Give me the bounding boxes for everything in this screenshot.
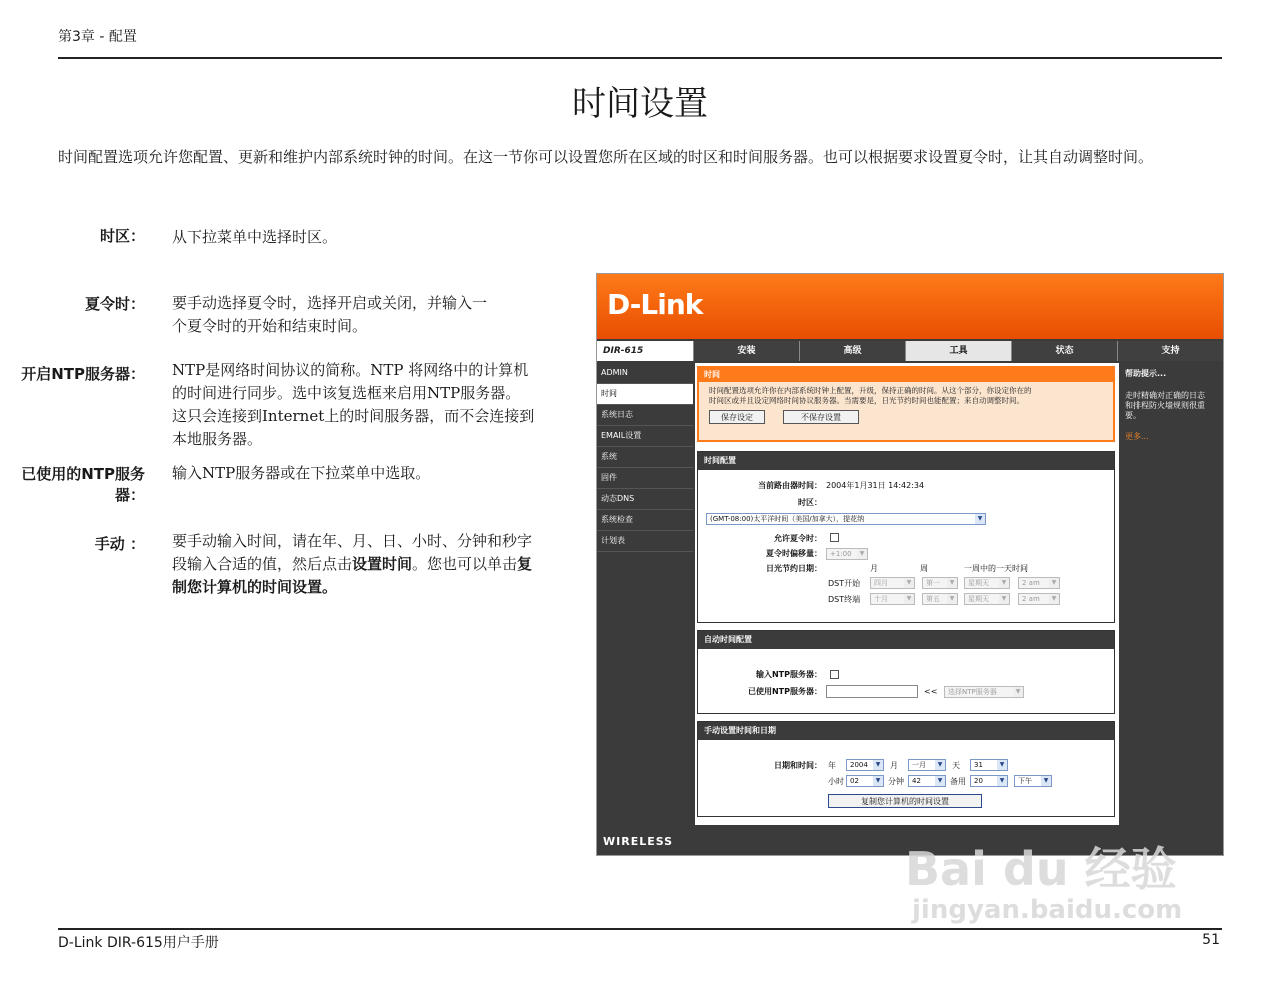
term-dst: 夏令时：	[84, 295, 145, 313]
chevron-down-icon: ▼	[857, 549, 867, 559]
minute-label: 分钟	[888, 777, 904, 786]
current-time-value: 2004年1月31日 14:42:34	[826, 481, 925, 490]
timezone-label: 时区：	[798, 498, 822, 507]
term-enable-ntp: 开启NTP服务器：	[21, 365, 145, 383]
dst-end-month[interactable]: 十月 ▼	[870, 593, 915, 605]
month-label: 月	[890, 761, 898, 770]
date-time-label: 日期和时间：	[774, 761, 822, 770]
hour-label: 小时	[828, 777, 844, 786]
day-label: 天	[952, 761, 960, 770]
manual-time-section	[697, 721, 1115, 817]
sidebar-item-time[interactable]: 时间	[597, 384, 693, 405]
time-intro-box	[697, 366, 1115, 442]
chevron-down-icon: ▼	[997, 760, 1007, 770]
ntp-enable-checkbox[interactable]	[830, 670, 839, 679]
dst-end-time[interactable]: 2 am ▼	[1018, 593, 1060, 605]
sidebar-item-syslog[interactable]: 系统日志	[597, 405, 693, 426]
footer-manual-title: D-Link DIR-615用户手册	[58, 935, 219, 951]
chevron-down-icon: ▼	[1049, 578, 1059, 588]
header-rule	[58, 57, 1222, 59]
dst-offset-select[interactable]: +1:00 ▼	[826, 548, 868, 560]
chevron-down-icon: ▼	[1013, 687, 1023, 697]
dst-end-week[interactable]: 第五 ▼	[922, 593, 958, 605]
footer-rule	[58, 928, 1222, 930]
col-week: 周	[920, 564, 928, 573]
dst-end-day[interactable]: 星期天 ▼	[964, 593, 1010, 605]
time-intro-title: 时间	[699, 368, 1113, 382]
time-intro-text: 时间配置选项允许你在内部系统时钟上配置，升级，保持正确的时间。从这个部分，你设定你在的 时间区或并且设定网络时间协议服务器。当需要是，日光节约时间也能配置；来自动调整时间。	[709, 386, 1032, 405]
desc-manual	[172, 530, 582, 599]
auto-time-title: 自动时间配置	[698, 631, 1114, 649]
router-screenshot	[596, 273, 1224, 856]
ntp-server-select[interactable]: 选择NTP服务器 ▼	[944, 686, 1024, 698]
help-panel	[1121, 363, 1223, 825]
dst-enable-checkbox[interactable]	[830, 533, 839, 542]
chevron-down-icon: ▼	[935, 776, 945, 786]
hour-select[interactable]: 02 ▼	[846, 775, 884, 787]
desc-manual-line2: 段输入合适的值，然后点击设置时间。您也可以单击复	[172, 555, 533, 573]
sidebar-item-firmware[interactable]: 固件	[597, 468, 693, 489]
chevron-down-icon: ▼	[935, 760, 945, 770]
ntp-used-label: 已使用NTP服务器：	[747, 687, 822, 696]
dont-save-button[interactable]: 不保存设置	[783, 410, 859, 424]
desc-ntp-used: 输入NTP服务器或在下拉菜单中选取。	[172, 464, 431, 482]
dst-start-week[interactable]: 第一 ▼	[922, 577, 958, 589]
manual-time-title: 手动设置时间和日期	[698, 722, 1114, 740]
ntp-server-input[interactable]	[826, 685, 918, 698]
wireless-footer: WIRELESS	[597, 829, 1223, 855]
help-title: 帮助提示...	[1125, 369, 1167, 378]
intro-paragraph: 时间配置选项允许您配置、更新和维护内部系统时钟的时间。在这一节你可以设置您所在区域的时区和时间服务器。也可以根据要求设置夏令时，让其自动调整时间。	[58, 148, 1154, 166]
chevron-down-icon: ▼	[997, 776, 1007, 786]
chapter-header: 第3章 - 配置	[58, 29, 137, 45]
baidu-watermark-url: jingyan.baidu.com	[912, 895, 1183, 925]
desc-ntp-line2: 的时间进行同步。选中该复选框来启用NTP服务器。	[172, 384, 521, 402]
chevron-down-icon: ▼	[947, 594, 957, 604]
page-number: 51	[1202, 932, 1220, 948]
chevron-down-icon: ▼	[999, 578, 1009, 588]
chevron-down-icon: ▼	[873, 776, 883, 786]
chevron-down-icon: ▼	[999, 594, 1009, 604]
router-sidebar	[597, 363, 693, 552]
month-select[interactable]: 一月 ▼	[908, 759, 946, 771]
ntp-arrow: <<	[924, 687, 938, 696]
help-text: 走时精确对正确的日志 和排程防火墙规则很重 要。	[1125, 391, 1205, 420]
chevron-down-icon: ▼	[975, 514, 985, 524]
sidebar-item-system[interactable]: 系统	[597, 447, 693, 468]
baidu-watermark: Bai du 经验	[905, 842, 1177, 896]
tab-tools[interactable]: 工具	[905, 341, 1011, 361]
dst-end-label: DST终端	[828, 595, 861, 604]
second-label: 备用	[950, 777, 966, 786]
dst-enable-label: 允许夏令时：	[774, 534, 822, 543]
term-ntp-used: 已使用的NTP服务器：	[21, 465, 145, 504]
second-select[interactable]: 20 ▼	[970, 775, 1008, 787]
copy-computer-time-button[interactable]: 复制您计算机的时间设置	[828, 794, 982, 808]
desc-ntp-line4: 本地服务器。	[172, 430, 263, 448]
sidebar-item-schedules[interactable]: 计划表	[597, 531, 693, 552]
dlink-logo: D-Link	[607, 288, 703, 321]
tab-support[interactable]: 支持	[1117, 341, 1223, 361]
year-label: 年	[828, 761, 836, 770]
time-config-section	[697, 451, 1115, 623]
desc-ntp-line1: NTP是网络时间协议的简称。NTP 将网络中的计算机	[172, 361, 529, 379]
router-banner	[597, 274, 1223, 339]
page-title: 时间设置	[572, 84, 708, 124]
auto-time-section	[697, 630, 1115, 714]
timezone-select[interactable]: (GMT-08:00)太平洋时间（美国/加拿大），提花纳 ▼	[706, 513, 986, 525]
current-time-label: 当前路由器时间：	[758, 481, 822, 490]
desc-enable-ntp	[172, 359, 534, 451]
desc-dst	[172, 292, 487, 338]
desc-dst-line1: 要手动选择夏令时，选择开启或关闭，并输入一	[172, 294, 488, 312]
chevron-down-icon: ▼	[904, 578, 914, 588]
dst-dates-label: 日光节约日期：	[766, 564, 822, 573]
ntp-enable-label: 输入NTP服务器：	[755, 670, 822, 679]
col-dow-time: 一周中的一天时间	[964, 564, 1028, 573]
year-select[interactable]: 2004 ▼	[846, 759, 884, 771]
tab-status[interactable]: 状态	[1011, 341, 1117, 361]
term-timezone: 时区：	[99, 227, 145, 245]
desc-dst-line2: 个夏令时的开始和结束时间。	[172, 317, 368, 335]
sidebar-item-syscheck[interactable]: 系统检查	[597, 510, 693, 531]
chevron-down-icon: ▼	[873, 760, 883, 770]
desc-ntp-line3: 这只会连接到Internet上的时间服务器，而不会连接到	[172, 407, 535, 425]
tab-advanced[interactable]: 高级	[799, 341, 905, 361]
day-select[interactable]: 31 ▼	[970, 759, 1008, 771]
sidebar-item-ddns[interactable]: 动态DNS	[597, 489, 693, 510]
desc-manual-line3: 制您计算机的时间设置。	[172, 578, 338, 596]
model-label: DIR-615	[597, 341, 693, 361]
desc-manual-line1: 要手动输入时间，请在年、月、日、小时、分钟和秒字	[172, 532, 533, 550]
term-manual: 手动 ：	[94, 535, 145, 553]
dst-start-label: DST开始	[828, 579, 861, 588]
desc-timezone: 从下拉菜单中选择时区。	[172, 228, 338, 246]
sidebar-item-email[interactable]: EMAIL设置	[597, 426, 693, 447]
dst-start-day[interactable]: 星期天 ▼	[964, 577, 1010, 589]
chevron-down-icon: ▼	[1049, 594, 1059, 604]
router-tabs	[693, 341, 1223, 361]
router-main	[695, 363, 1119, 825]
chevron-down-icon: ▼	[1041, 776, 1051, 786]
ampm-select[interactable]: 下午 ▼	[1014, 775, 1052, 787]
time-config-title: 时间配置	[698, 452, 1114, 470]
col-month: 月	[870, 564, 878, 573]
help-more-link[interactable]: 更多...	[1125, 432, 1149, 441]
chevron-down-icon: ▼	[904, 594, 914, 604]
tab-setup[interactable]: 安装	[693, 341, 799, 361]
sidebar-item-admin[interactable]: ADMIN	[597, 363, 693, 384]
dst-start-month[interactable]: 四月 ▼	[870, 577, 915, 589]
minute-select[interactable]: 42 ▼	[908, 775, 946, 787]
dst-offset-label: 夏令时偏移量：	[766, 549, 822, 558]
save-settings-button[interactable]: 保存设定	[709, 410, 765, 424]
chevron-down-icon: ▼	[947, 578, 957, 588]
dst-start-time[interactable]: 2 am ▼	[1018, 577, 1060, 589]
